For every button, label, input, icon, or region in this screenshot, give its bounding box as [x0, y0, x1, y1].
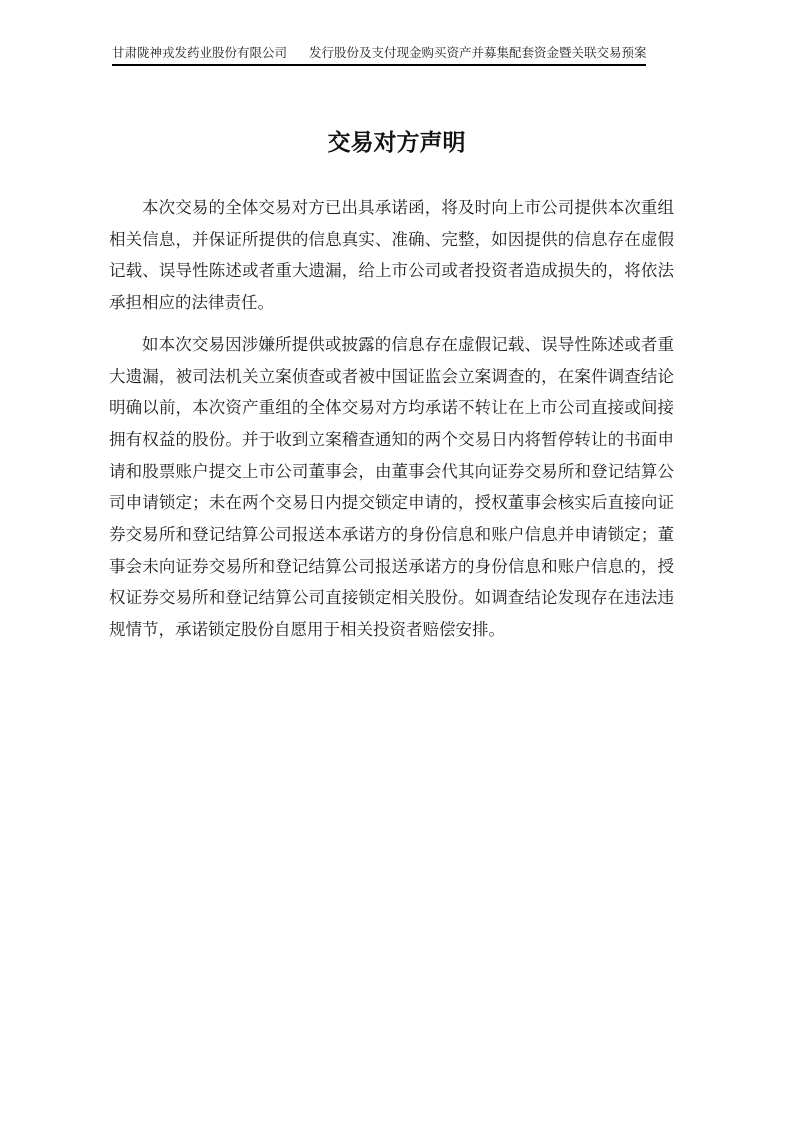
document-body — [109, 192, 674, 646]
paragraph-commitment-letter: 本次交易的全体交易对方已出具承诺函，将及时向上市公司提供本次重组相关信息，并保证所提供的信息真实、准确、完整，如因提供的信息存在虚假记载、误导性陈述或者重大遗漏，给上市公司或者投资者造成损失的，将依法承担相应的法律责任。 — [109, 198, 674, 313]
paragraph-share-lockup: 如本次交易因涉嫌所提供或披露的信息存在虚假记载、误导性陈述或者重大遗漏，被司法机关立案侦查或者被中国证监会立案调查的，在案件调查结论明确以前，本次资产重组的全体交易对方均承诺不转让在上市公司直接或间接拥有权益的股份。并于收到立案稽查通知的两个交易日内将暂停转让的书面申请和股票账户提交上市公司董事会，由董事会代其向证券交易所和登记结算公司申请锁定；未在两个交易日内提交锁定申请的，授权董事会核实后直接向证券交易所和登记结算公司报送本承诺方的身份信息和账户信息并申请锁定；董事会未向证券交易所和登记结算公司报送承诺方的身份信息和账户信息的，授权证券交易所和登记结算公司直接锁定相关股份。如调查结论发现存在违法违规情节，承诺锁定股份自愿用于相关投资者赔偿安排。 — [109, 334, 674, 640]
header-document-title: 发行股份及支付现金购买资产并募集配套资金暨关联交易预案 — [309, 46, 647, 60]
header-company-name: 甘肃陇神戎发药业股份有限公司 — [112, 46, 288, 60]
page-header — [112, 45, 646, 66]
section-title: 交易对方声明 — [327, 130, 466, 155]
